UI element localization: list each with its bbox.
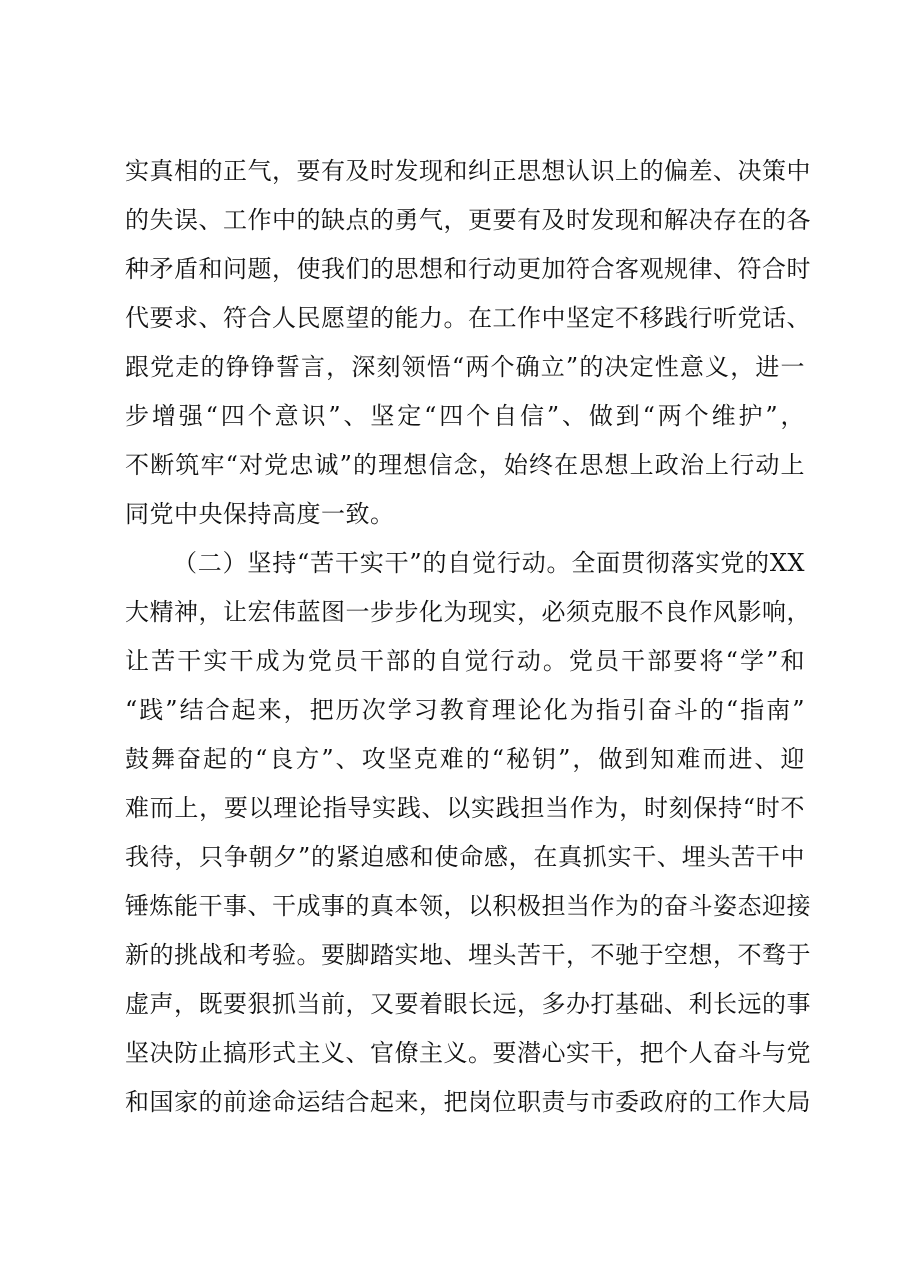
text-line: 种矛盾和问题，使我们的思想和行动更加符合客观规律、符合时 <box>125 255 811 283</box>
text-line: 坚决防止搞形式主义、官僚主义。要潜心实干，把个人奋斗与党 <box>125 1039 811 1067</box>
text-line: 让苦干实干成为党员干部的自觉行动。党员干部要将“学”和 <box>125 647 805 675</box>
text-line: 步增强“四个意识”、坚定“四个自信”、做到“两个维护”， <box>125 402 805 430</box>
text-line: 鼓舞奋起的“良方”、攻坚克难的“秘钥”，做到知难而进、迎 <box>125 745 805 773</box>
text-line: 代要求、符合人民愿望的能力。在工作中坚定不移践行听党话、 <box>125 304 811 332</box>
text-line: 和国家的前途命运结合起来，把岗位职责与市委政府的工作大局 <box>125 1088 811 1116</box>
text-line: 新的挑战和考验。要脚踏实地、埋头苦干，不驰于空想，不骛于 <box>125 941 811 969</box>
text-line: 虚声，既要狠抓当前，又要着眼长远，多办打基础、利长远的事 <box>125 990 811 1018</box>
text-line: 难而上，要以理论指导实践、以实践担当作为，时刻保持“时不 <box>125 794 805 822</box>
text-line: 大精神，让宏伟蓝图一步步化为现实，必须克服不良作风影响， <box>125 598 811 626</box>
text-line: 锤炼能干事、干成事的真本领，以积极担当作为的奋斗姿态迎接 <box>125 892 811 920</box>
section-heading-line: （二）坚持“苦干实干”的自觉行动。全面贯彻落实党的XX <box>173 549 805 577</box>
text-line: 的失误、工作中的缺点的勇气，更要有及时发现和解决存在的各 <box>125 206 811 234</box>
text-line: 同党中央保持高度一致。 <box>125 500 395 528</box>
text-line: “践”结合起来，把历次学习教育理论化为指引奋斗的“指南” <box>125 696 805 724</box>
text-line: 我待，只争朝夕”的紧迫感和使命感，在真抓实干、埋头苦干中 <box>125 843 805 871</box>
text-line: 实真相的正气，要有及时发现和纠正思想认识上的偏差、决策中 <box>125 157 811 185</box>
text-line: 跟党走的铮铮誓言，深刻领悟“两个确立”的决定性意义，进一 <box>125 353 805 381</box>
text-line: 不断筑牢“对党忠诚”的理想信念，始终在思想上政治上行动上 <box>125 451 805 479</box>
